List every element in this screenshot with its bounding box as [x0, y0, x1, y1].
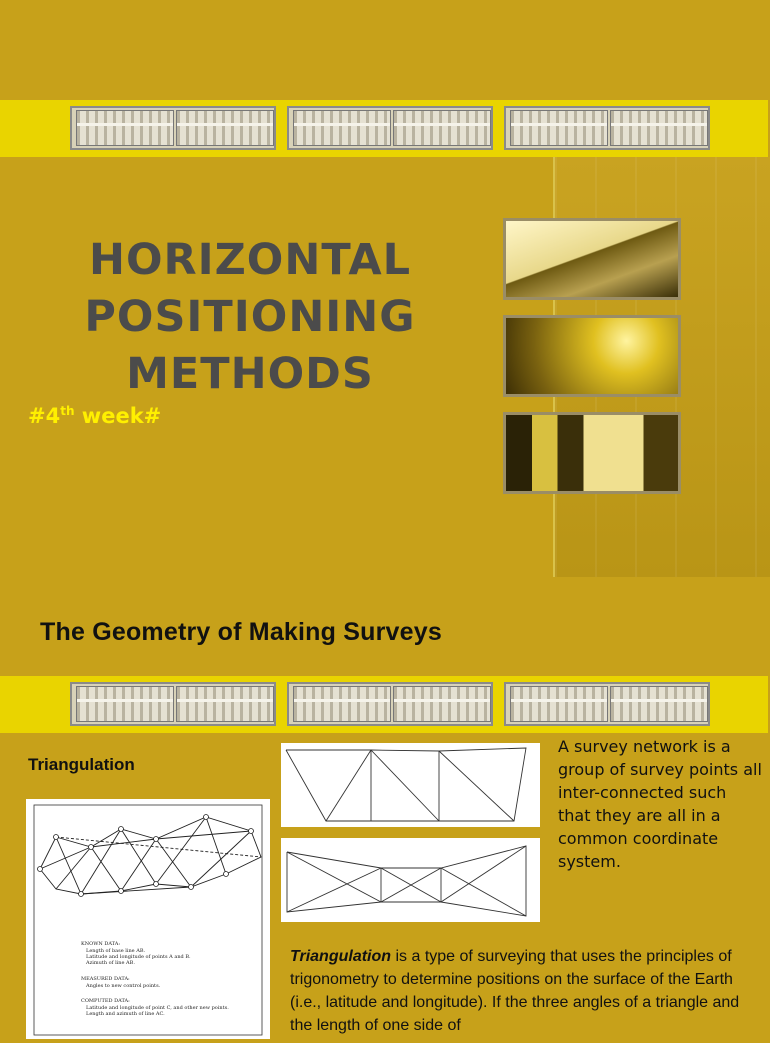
window-photo-strip: [70, 682, 276, 726]
slide-heading: The Geometry of Making Surveys: [40, 618, 442, 646]
architecture-photo: [503, 412, 681, 494]
slide-title-text: HORIZONTAL POSITIONING METHODS: [84, 235, 416, 399]
triangulation-network-figure: [26, 799, 270, 1039]
window-photo-strip: [70, 106, 276, 150]
window-photo-strip: [504, 682, 710, 726]
legend-known-lines: Length of base line AB. Latitude and longitude of points A and B. Azimuth of line AB.: [86, 948, 191, 966]
top-photo-band: [0, 100, 768, 157]
quadrilateral-chain-figure: [281, 838, 540, 922]
window-photo-strip: [287, 106, 493, 150]
survey-network-paragraph: A survey network is a group of survey points all inter-connected such that they are all in a common coordinate system.: [558, 737, 762, 871]
triangulation-network-diagram: [26, 799, 270, 1039]
triangle-chain-diagram: [281, 743, 540, 827]
triangle-chain-figure: [281, 743, 540, 827]
quadrilateral-chain-diagram: [281, 838, 540, 922]
week-subtitle: #4th week#: [28, 404, 162, 428]
photo-band: [0, 676, 768, 733]
window-photo-strip: [504, 106, 710, 150]
triangulation-term: Triangulation: [290, 948, 392, 965]
legend-computed-heading: COMPUTED DATA:: [81, 998, 130, 1004]
legend-measured-lines: Angles to new control points.: [86, 983, 161, 989]
window-photo-strip: [287, 682, 493, 726]
architecture-photo: [503, 218, 681, 300]
legend-known-heading: KNOWN DATA:: [81, 941, 121, 947]
legend-measured-heading: MEASURED DATA:: [81, 976, 130, 982]
triangulation-label: Triangulation: [28, 755, 135, 774]
legend-computed-lines: Latitude and longitude of point C, and other new points. Length and azimuth of line AC.: [86, 1005, 229, 1017]
slide-geometry: [0, 590, 768, 1034]
architecture-photo: [503, 315, 681, 397]
triangulation-paragraph: Triangulation is a type of surveying that uses the principles of trigonometry to determine positions on the surface of the Earth (i.e., latitude and longitude). If the three angles of a triangle and the length of one side of: [290, 948, 740, 1034]
